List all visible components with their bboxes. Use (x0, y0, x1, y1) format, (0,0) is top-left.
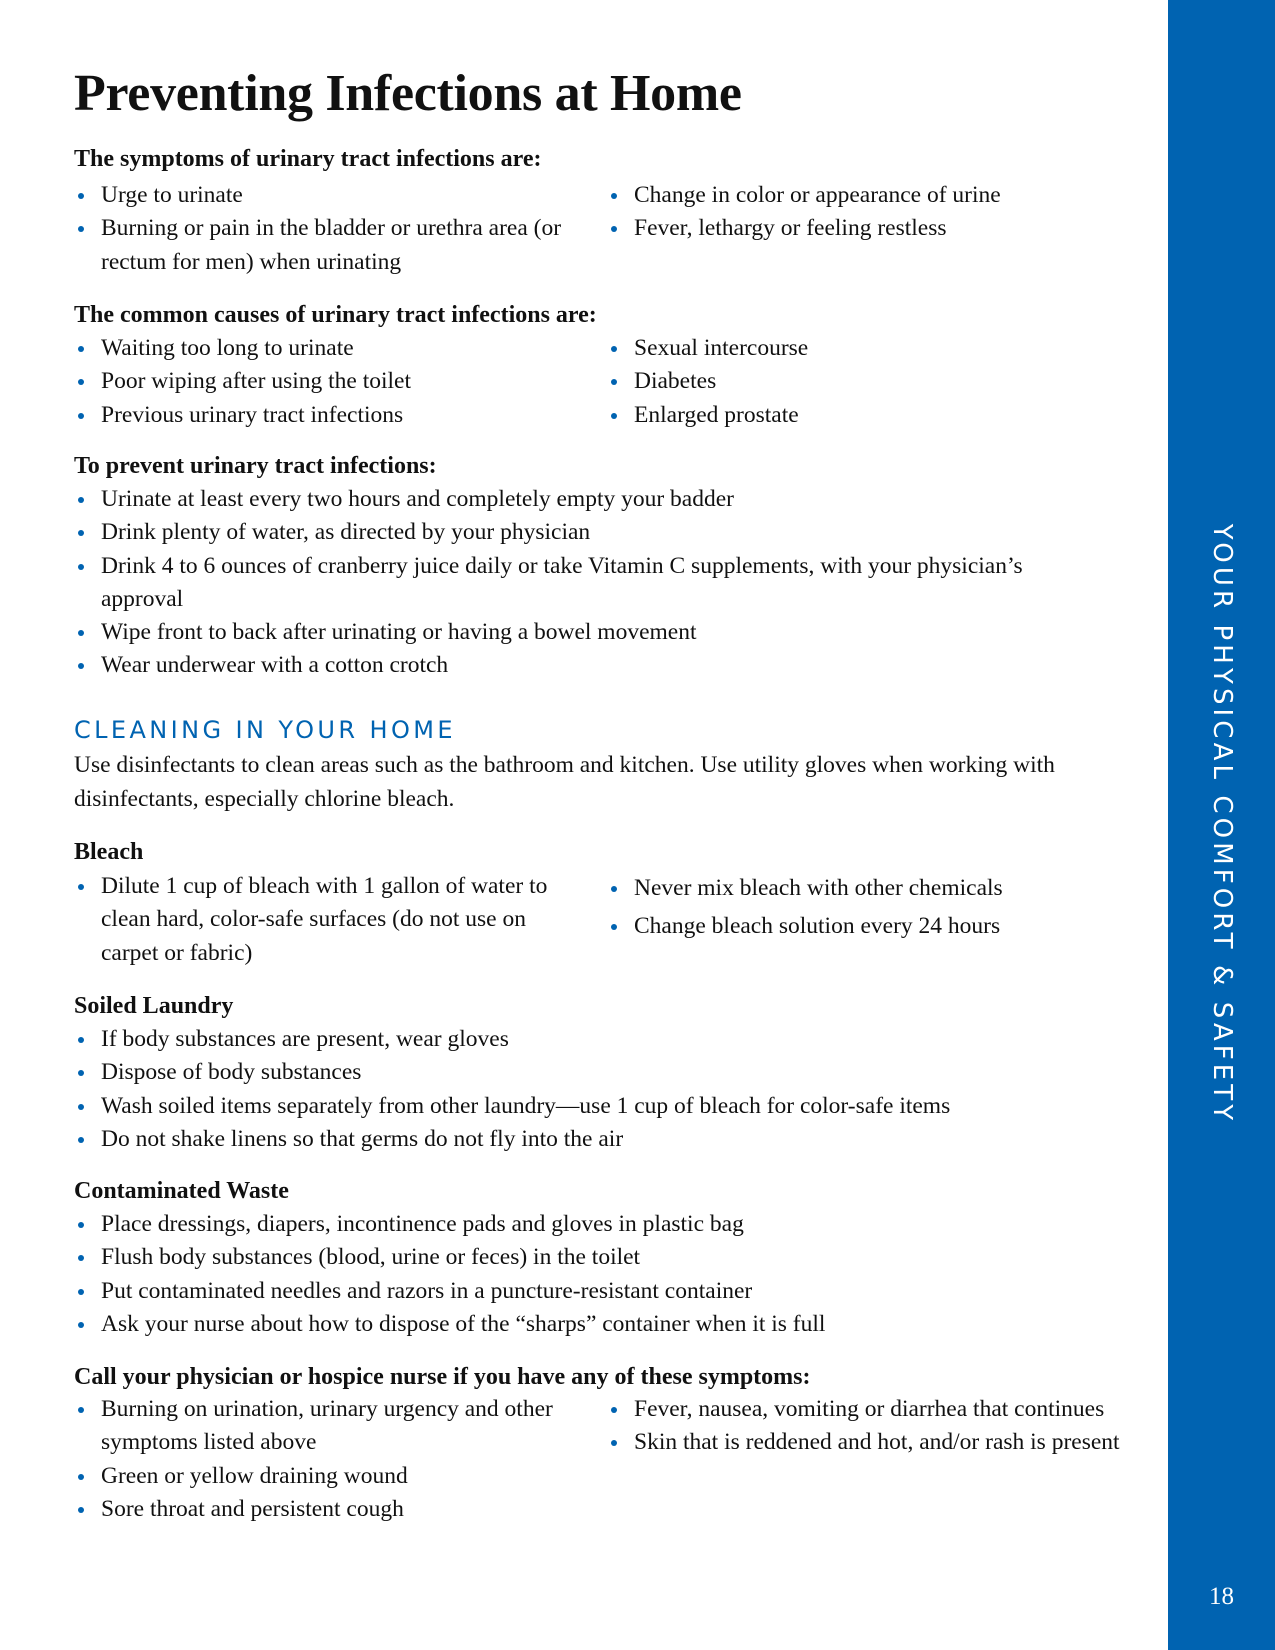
call-list-left (74, 1393, 564, 1526)
list-item: Sore throat and persistent cough (74, 1493, 564, 1526)
list-item: Wear underwear with a cotton crotch (74, 649, 1074, 682)
list-item: Poor wiping after using the toilet (74, 365, 574, 398)
bullet-icon (611, 924, 617, 930)
list-item: Burning on urination, urinary urgency and other symptoms listed above (74, 1393, 564, 1460)
sidebar-section-title: YOUR PHYSICAL COMFORT & SAFETY (1207, 523, 1237, 1125)
symptoms-heading: The symptoms of urinary tract infections are: (74, 146, 542, 172)
section-heading-cleaning: CLEANING IN YOUR HOME (74, 716, 456, 744)
bullet-icon (78, 346, 84, 352)
list-item: Urinate at least every two hours and completely empty your badder (74, 483, 1074, 516)
call-heading: Call your physician or hospice nurse if you have any of these symptoms: (74, 1364, 811, 1390)
waste-list (74, 1208, 1154, 1341)
list-item: Dilute 1 cup of bleach with 1 gallon of water to clean hard, color-safe surfaces (do not use on carpet or fabric) (74, 870, 564, 970)
bullet-icon (78, 1289, 84, 1295)
bullet-icon (78, 1137, 84, 1143)
symptoms-list-left (74, 179, 574, 279)
bullet-icon (78, 530, 84, 536)
bullet-icon (78, 1070, 84, 1076)
list-item: Drink 4 to 6 ounces of cranberry juice daily or take Vitamin C supplements, with your physician’s approval (74, 550, 1074, 617)
bullet-icon (78, 564, 84, 570)
bullet-icon (78, 193, 84, 199)
list-item: Previous urinary tract infections (74, 399, 574, 432)
cleaning-intro: Use disinfectants to clean areas such as the bathroom and kitchen. Use utility gloves when working with disinfectants, especially chlorine bleach. (74, 752, 1055, 812)
bullet-icon (78, 1104, 84, 1110)
symptoms-list-right (607, 179, 1127, 246)
list-item: Burning or pain in the bladder or urethra area (or rectum for men) when urinating (74, 212, 574, 279)
list-item: Sexual intercourse (607, 332, 1127, 365)
bullet-icon (611, 1407, 617, 1413)
list-item: Put contaminated needles and razors in a puncture-resistant container (74, 1275, 1154, 1308)
list-item: Diabetes (607, 365, 1127, 398)
list-item: Urge to urinate (74, 179, 574, 212)
bullet-icon (611, 886, 617, 892)
bullet-icon (78, 1222, 84, 1228)
laundry-list (74, 1023, 1154, 1156)
waste-heading: Contaminated Waste (74, 1178, 289, 1204)
bullet-icon (78, 1255, 84, 1261)
list-item: Skin that is reddened and hot, and/or rash is present (607, 1426, 1127, 1459)
bullet-icon (78, 1507, 84, 1513)
bullet-icon (78, 1037, 84, 1043)
bullet-icon (611, 379, 617, 385)
bullet-icon (78, 379, 84, 385)
bullet-icon (611, 226, 617, 232)
list-item: Waiting too long to urinate (74, 332, 574, 365)
bleach-list-left (74, 870, 564, 970)
bullet-icon (611, 346, 617, 352)
bleach-list-right (607, 872, 1127, 949)
prevent-list (74, 483, 1074, 683)
bullet-icon (78, 1322, 84, 1328)
bullet-icon (611, 413, 617, 419)
bullet-icon (78, 497, 84, 503)
bullet-icon (78, 1407, 84, 1413)
bullet-icon (611, 1440, 617, 1446)
bullet-icon (78, 663, 84, 669)
causes-list-right (607, 332, 1127, 432)
causes-list-left (74, 332, 574, 432)
list-item: Fever, nausea, vomiting or diarrhea that continues (607, 1393, 1127, 1426)
bullet-icon (78, 884, 84, 890)
list-item: Drink plenty of water, as directed by your physician (74, 516, 1074, 549)
list-item: Flush body substances (blood, urine or feces) in the toilet (74, 1241, 1154, 1274)
list-item: Change in color or appearance of urine (607, 179, 1127, 212)
list-item: Do not shake linens so that germs do not fly into the air (74, 1123, 1154, 1156)
causes-heading: The common causes of urinary tract infections are: (74, 302, 597, 328)
bullet-icon (611, 193, 617, 199)
bullet-icon (78, 226, 84, 232)
laundry-heading: Soiled Laundry (74, 993, 234, 1019)
list-item: Wipe front to back after urinating or having a bowel movement (74, 616, 1074, 649)
page-number: 18 (1209, 1583, 1234, 1610)
list-item: Fever, lethargy or feeling restless (607, 212, 1127, 245)
bullet-icon (78, 413, 84, 419)
bullet-icon (78, 1474, 84, 1480)
list-item: Green or yellow draining wound (74, 1460, 564, 1493)
list-item: If body substances are present, wear gloves (74, 1023, 1154, 1056)
page-title: Preventing Infections at Home (74, 65, 742, 122)
bullet-icon (78, 630, 84, 636)
list-item: Change bleach solution every 24 hours (607, 910, 1127, 943)
list-item: Wash soiled items separately from other laundry—use 1 cup of bleach for color-safe items (74, 1090, 1154, 1123)
list-item: Ask your nurse about how to dispose of the “sharps” container when it is full (74, 1308, 1154, 1341)
list-item: Dispose of body substances (74, 1056, 1154, 1089)
list-item: Never mix bleach with other chemicals (607, 872, 1127, 905)
list-item: Place dressings, diapers, incontinence pads and gloves in plastic bag (74, 1208, 1154, 1241)
bleach-heading: Bleach (74, 839, 144, 865)
list-item: Enlarged prostate (607, 399, 1127, 432)
call-list-right (607, 1393, 1127, 1460)
prevent-heading: To prevent urinary tract infections: (74, 453, 437, 479)
